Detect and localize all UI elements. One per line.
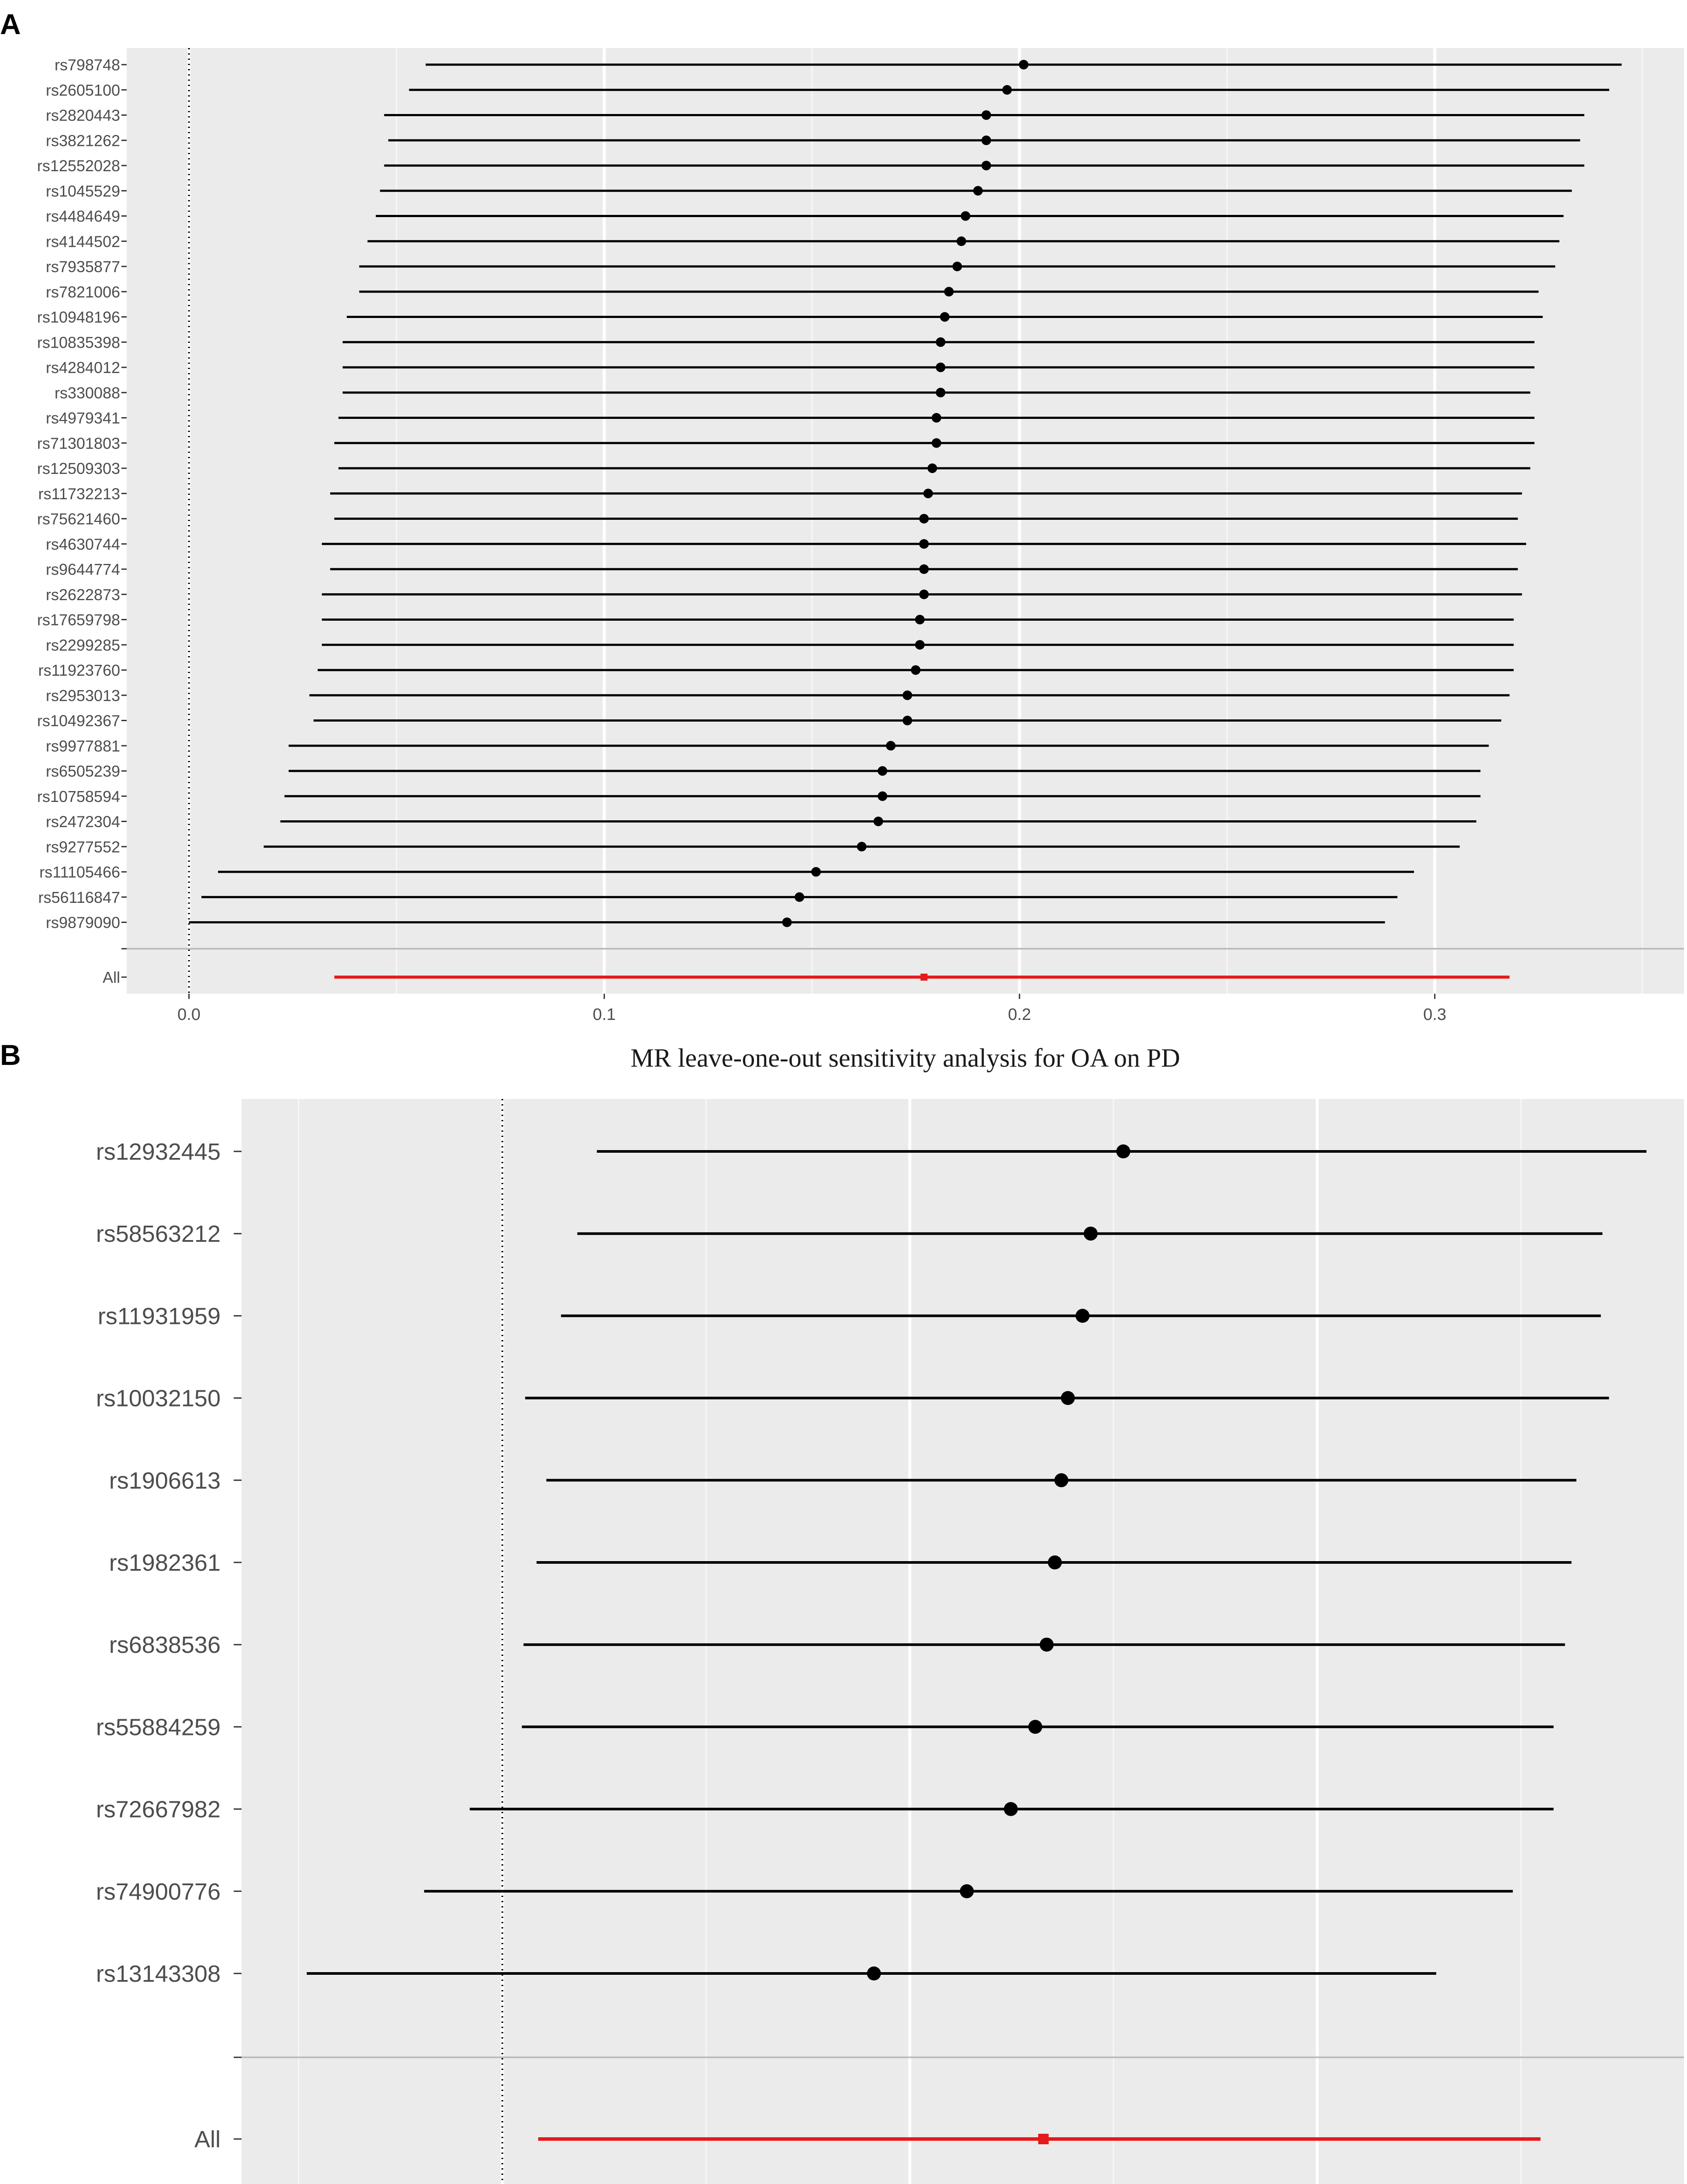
snp-label: rs1982361	[109, 1550, 221, 1576]
snp-point	[1040, 1638, 1054, 1652]
snp-point	[936, 388, 945, 397]
snp-label: rs330088	[54, 384, 120, 402]
snp-label: rs2472304	[45, 812, 120, 831]
snp-label: rs9277552	[45, 838, 120, 856]
snp-point	[944, 287, 954, 297]
snp-point	[1117, 1144, 1130, 1158]
snp-label: rs12932445	[96, 1139, 221, 1165]
snp-label: rs10492367	[37, 712, 120, 730]
snp-label: rs71301803	[37, 434, 120, 453]
snp-point	[936, 363, 945, 372]
overall-label: All	[194, 2126, 221, 2153]
snp-label: rs6505239	[45, 762, 120, 780]
snp-label: rs1906613	[109, 1467, 221, 1494]
snp-point	[915, 615, 925, 625]
snp-label: rs9977881	[45, 737, 120, 755]
x-tick-label: 0.2	[1008, 1006, 1031, 1024]
snp-point	[878, 791, 887, 801]
snp-label: rs2953013	[45, 686, 120, 705]
snp-point	[1004, 1802, 1018, 1816]
snp-label: rs11931959	[97, 1303, 221, 1330]
snp-label: rs9644774	[45, 560, 120, 578]
snp-point	[795, 892, 804, 902]
snp-point	[911, 665, 920, 675]
snp-point	[982, 111, 991, 120]
x-tick-label: 0.0	[177, 1006, 201, 1024]
snp-label: rs12509303	[37, 460, 120, 477]
snp-label: rs2605100	[45, 81, 120, 99]
snp-point	[936, 337, 945, 347]
snp-point	[932, 438, 941, 448]
snp-label: rs75621460	[37, 510, 120, 528]
snp-point	[1061, 1391, 1075, 1405]
snp-point	[878, 766, 887, 776]
x-tick-label: 0.3	[1423, 1006, 1447, 1024]
panel-b	[0, 1039, 1684, 2184]
snp-point	[952, 262, 962, 271]
snp-point	[932, 413, 941, 423]
panel-label: B	[0, 1039, 21, 1071]
snp-point	[902, 716, 912, 726]
snp-label: rs10758594	[37, 787, 120, 805]
snp-point	[919, 564, 929, 574]
snp-label: rs10032150	[96, 1385, 221, 1412]
snp-point	[957, 236, 966, 246]
snp-label: rs17659798	[37, 611, 120, 629]
snp-point	[915, 640, 925, 650]
snp-point	[982, 161, 991, 170]
snp-point	[927, 463, 937, 473]
snp-label: rs6838536	[109, 1632, 221, 1659]
snp-point	[923, 489, 933, 498]
x-axis-label: MR leave-one-out sensitivity analysis for OA on PD	[630, 1044, 1180, 1072]
snp-label: rs58563212	[96, 1221, 221, 1248]
snp-point	[982, 135, 991, 145]
snp-label: rs12552028	[37, 157, 120, 175]
snp-label: rs11923760	[38, 661, 120, 679]
overall-point	[1038, 2134, 1049, 2144]
snp-label: rs10948196	[37, 308, 120, 326]
snp-point	[867, 1966, 881, 1980]
x-tick-label: 0.1	[592, 1006, 616, 1024]
snp-label: rs2299285	[45, 636, 120, 654]
snp-label: rs4144502	[45, 232, 120, 251]
snp-label: rs798748	[54, 56, 120, 74]
snp-label: rs55884259	[96, 1714, 221, 1741]
snp-point	[961, 211, 970, 221]
snp-label: rs9879090	[45, 913, 120, 932]
snp-label: rs3821262	[45, 131, 120, 150]
snp-label: rs56116847	[38, 888, 120, 906]
panel-label: A	[0, 8, 21, 40]
snp-point	[1054, 1473, 1068, 1487]
snp-point	[919, 539, 929, 549]
snp-label: rs11732213	[38, 484, 120, 503]
snp-point	[919, 514, 929, 524]
snp-point	[919, 590, 929, 599]
snp-point	[1028, 1720, 1042, 1734]
snp-label: rs4630744	[45, 535, 120, 553]
snp-point	[902, 691, 912, 700]
snp-point	[857, 842, 867, 851]
snp-label: rs72667982	[96, 1796, 221, 1823]
snp-point	[1084, 1227, 1098, 1241]
snp-point	[1002, 85, 1012, 95]
snp-label: rs4284012	[45, 359, 120, 377]
snp-point	[960, 1884, 974, 1898]
snp-label: rs7821006	[45, 283, 120, 301]
snp-label: rs7935877	[45, 258, 120, 276]
snp-label: rs4979341	[45, 409, 120, 427]
snp-label: rs11105466	[39, 863, 120, 881]
snp-label: rs2820443	[45, 106, 120, 124]
snp-label: rs2622873	[45, 585, 120, 604]
snp-label: rs4484649	[45, 207, 120, 225]
snp-point	[811, 867, 821, 877]
snp-point	[886, 741, 895, 750]
snp-point	[1075, 1309, 1089, 1323]
panel-a	[0, 8, 1684, 1072]
snp-point	[874, 817, 883, 826]
snp-point	[1019, 60, 1028, 69]
snp-label: rs10835398	[37, 333, 120, 352]
plot-panel	[242, 1099, 1684, 2184]
snp-point	[1048, 1555, 1062, 1569]
overall-label: All	[102, 968, 120, 986]
snp-label: rs1045529	[45, 182, 120, 200]
snp-point	[973, 186, 983, 196]
snp-label: rs13143308	[96, 1961, 221, 1987]
overall-point	[920, 974, 927, 981]
snp-label: rs74900776	[96, 1878, 221, 1905]
snp-point	[940, 312, 950, 322]
snp-point	[782, 918, 792, 927]
